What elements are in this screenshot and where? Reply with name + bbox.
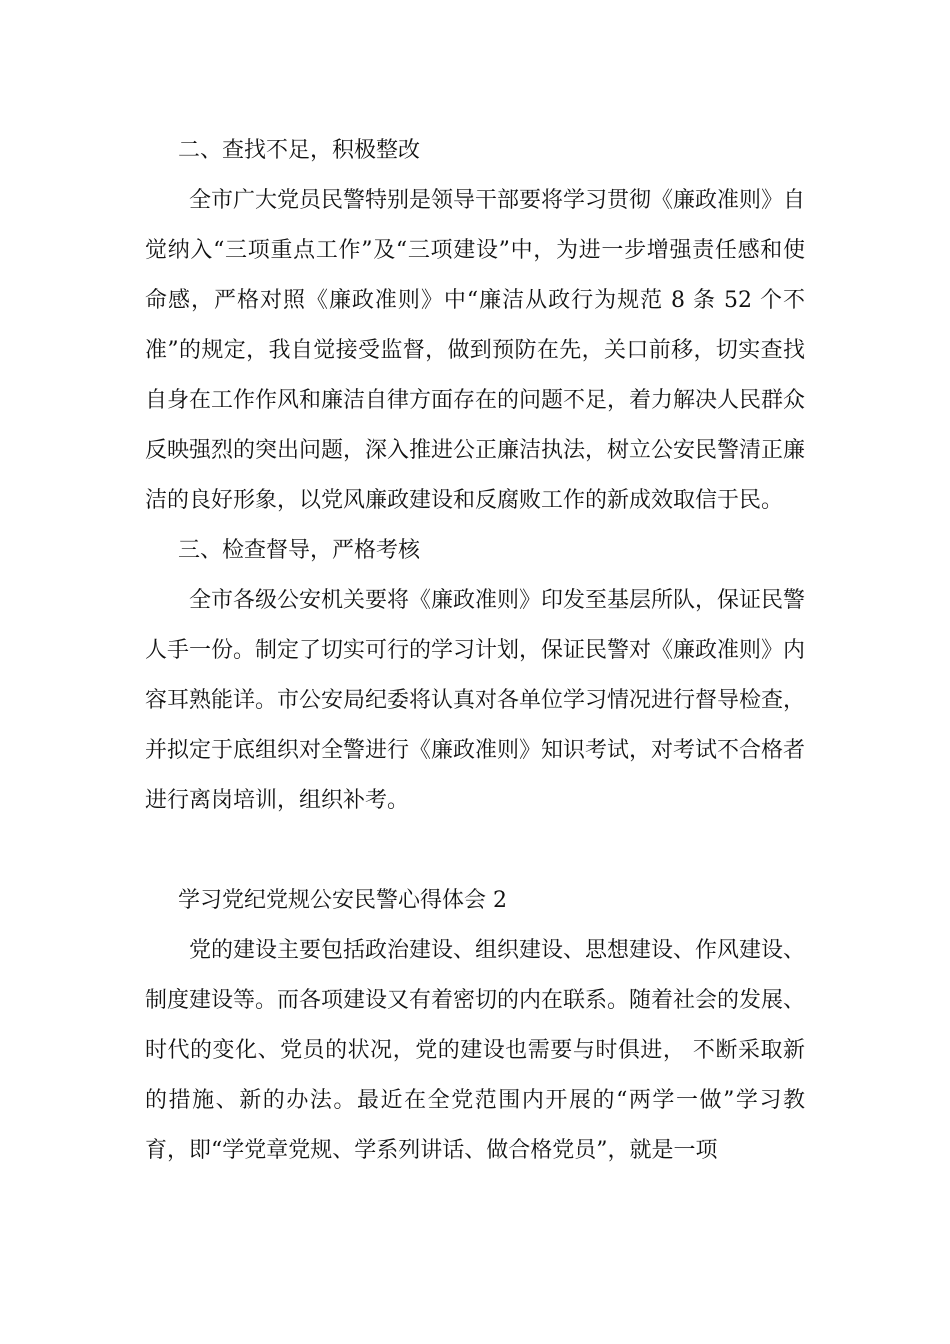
- section-paragraph-2: 全市广大党员民警特别是领导干部要将学习贯彻《廉政准则》自觉纳入“三项重点工作”及“三项建设”中，为进一步增强责任感和使命感，严格对照《廉政准则》中“廉洁从政行为规范 8 条 52 个不准”的规定，我自觉接受监督，做到预防在先，关口前移，切实查找自身在工作作风和廉洁自律方面存在的问题不足，着力解决人民群众反映强烈的突出问题，深入推进公正廉洁执法，树立公安民警清正廉洁的良好形象，以党风廉政建设和反腐败工作的新成效取信于民。: [145, 188, 806, 513]
- section-paragraph-3: 全市各级公安机关要将《廉政准则》印发至基层所队，保证民警人手一份。制定了切实可行的学习计划，保证民警对《廉政准则》内容耳熟能详。市公安局纪委将认真对各单位学习情况进行督导检查，并拟定于底组织对全警进行《廉政准则》知识考试，对考试不合格者进行离岗培训，组织补考。: [145, 588, 806, 813]
- section-heading-3: 三、检查督导，严格考核: [178, 538, 421, 563]
- document-body: [145, 126, 805, 1176]
- article-paragraph: 党的建设主要包括政治建设、组织建设、思想建设、作风建设、制度建设等。而各项建设又有着密切的内在联系。随着社会的发展、时代的变化、党员的状况，党的建设也需要与时俱进， 不断采取新的措施、新的办法。最近在全党范围内开展的“两学一做”学习教育，即“学党章党规、学系列讲话、做合格党员”，就是一项: [145, 938, 806, 1163]
- article-title: 学习党纪党规公安民警心得体会 2: [178, 888, 507, 913]
- section-heading-2: 二、查找不足，积极整改: [178, 138, 421, 163]
- paragraph-spacer: [145, 826, 805, 876]
